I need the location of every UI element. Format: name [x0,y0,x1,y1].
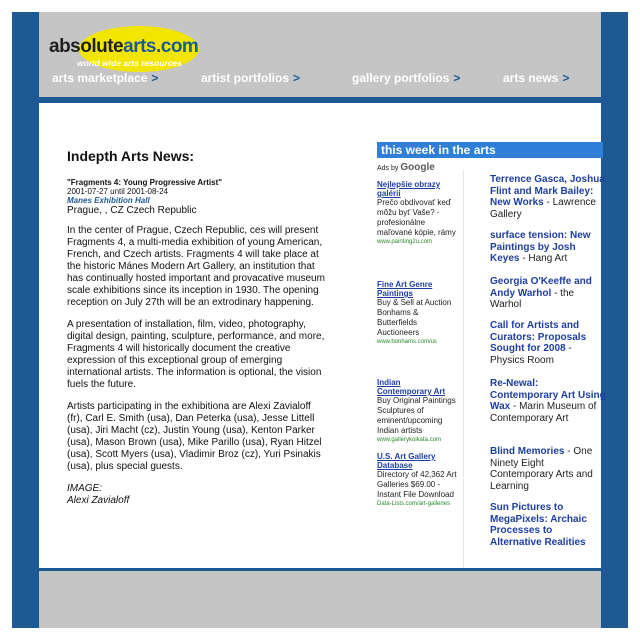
ad-url[interactable]: www.painting2u.com [377,239,433,245]
ad-title-link[interactable]: Fine Art Genre Paintings [377,280,433,298]
sidebar-divider [463,170,464,570]
news-item[interactable] [490,378,606,424]
page-title: Indepth Arts News: [67,148,195,164]
ad-title-link[interactable]: Indian Contemporary Art [377,378,446,396]
news-title-link[interactable]: Blind Memories [490,446,565,457]
news-item[interactable] [490,276,606,311]
article-paragraph: A presentation of installation, film, video, photography, digital design, painting, sculpture, performance, and more, Fragments 4 will historically document the creative expression of this exceptional group of emerging international artists. The information is optional, the vision fuels the future. [67,319,325,390]
news-source: - the Warhol [490,287,575,310]
article-column [67,148,329,507]
news-title-link[interactable]: Re-Newal: Contemporary Art Using Wax [490,378,606,412]
nav-arrow-icon: > [293,71,301,85]
nav-gallery-portfolios[interactable]: gallery portfolios > [352,71,461,85]
news-title-link[interactable]: Georgia O'Keeffe and Andy Warhol [490,276,592,299]
ads-by-google-label[interactable]: Ads by Google [377,162,435,173]
page-frame [12,12,628,628]
exhibition-location: Prague, , CZ Czech Republic [67,205,197,216]
nav-artist-portfolios[interactable]: artist portfolios > [201,71,301,85]
sidebar-banner [377,142,603,158]
ad-item[interactable] [377,452,457,509]
exhibition-title: "Fragments 4: Young Progressive Artist" [67,178,223,187]
ad-description: Prečo obdivovať keď môžu byť Vaše? -profesionálne maľované kópie, rámy [377,198,456,237]
news-source: - One Ninety Eight Contemporary Arts and Learning [490,446,593,492]
nav-arrow-icon: > [453,71,461,85]
nav-arts-marketplace[interactable]: arts marketplace > [52,71,159,85]
page-content [39,12,606,628]
news-title-link[interactable]: Terrence Gasca, Joshua Flint and Mark Bailey: New Works [490,174,605,208]
news-source: - Lawrence Gallery [490,197,596,220]
ad-description: Directory of 42,362 Art Galleries $69.00 - Instant File Download [377,470,457,499]
ad-url[interactable]: www.bonhams.com/us [377,339,438,345]
news-source: - Physics Room [490,343,572,366]
news-source: - Marin Museum of Contemporary Art [490,401,597,424]
news-item[interactable] [490,174,606,220]
ad-description: Buy Original Paintings Sculptures of eminent/upcoming Indian artists [377,396,456,435]
article-paragraph: In the center of Prague, Czech Republic, ces will present Fragments 4, a multi-media exhibition of young American, French, and Czech artists. Fragments 4 will take place at the historic Mánes Modern Art Gallery, an institution that has continually hosted important and provacative museum scale exhibitions since its inception in 1930. The opening reception on July 27th will be an extrodinary happening. [67,225,325,308]
news-source: - Hang Art [519,253,568,264]
exhibition-venue-link[interactable]: Manes Exhibition Hall [67,196,150,205]
ad-url[interactable]: Data-Lists.com/art-galleries [377,501,451,507]
exhibition-dates: 2001-07-27 until 2001-08-24 [67,187,168,196]
news-title-link[interactable]: Sun Pictures to MegaPixels: Archaic Processes to Alternative Realities [490,502,587,548]
ad-description: Buy & Sell at Auction Bonhams & Butterfields Auctioneers [377,298,452,337]
news-item[interactable] [490,502,606,548]
news-item[interactable] [490,320,606,366]
footer-divider [39,568,601,571]
ad-item[interactable] [377,378,457,445]
nav-arrow-icon: > [151,71,159,85]
news-item[interactable] [490,446,606,492]
image-label: IMAGE: [67,483,103,494]
nav-arts-news[interactable]: arts news > [503,71,570,85]
ad-title-link[interactable]: U.S. Art Gallery Database [377,452,436,470]
ad-url[interactable]: www.gallerykolkata.com [377,437,442,443]
site-footer [39,568,601,628]
ad-item[interactable] [377,180,457,247]
ad-item[interactable] [377,280,457,347]
google-logo: Google [400,162,435,173]
news-title-link[interactable]: surface tension: New Paintings by Josh Keyes [490,230,591,264]
news-title-link[interactable]: Call for Artists and Curators: Proposals Sought for 2008 [490,320,587,354]
sidebar-banner-title: this week in the arts [381,143,496,157]
site-logo[interactable] [49,26,199,76]
logo-tagline: world wide arts resources [77,58,182,68]
image-credit: Alexi Zavialoff [67,495,130,506]
site-header [39,12,601,97]
header-divider [39,97,601,103]
article-paragraph: Artists participating in the exhibitiona are Alexi Zavialoff (fr), Carl E. Smith (usa), Dan Peterka (usa), Jesse Littell (usa), Jiri Macht (cz), Justin Young (usa), Kenton Parker (usa), Mason Brown (usa), Mike Parillo (usa), Ryan Hitzel (usa), Scott Myers (usa), Vladimir Broz (cz), Yuri Psinakis (usa), plus special guests. [67,401,322,472]
ad-title-link[interactable]: Nejlepšie obrazy galérii [377,180,441,198]
nav-arrow-icon: > [562,71,570,85]
news-item[interactable] [490,230,606,265]
logo-wordmark: absolutearts.com [49,36,199,57]
